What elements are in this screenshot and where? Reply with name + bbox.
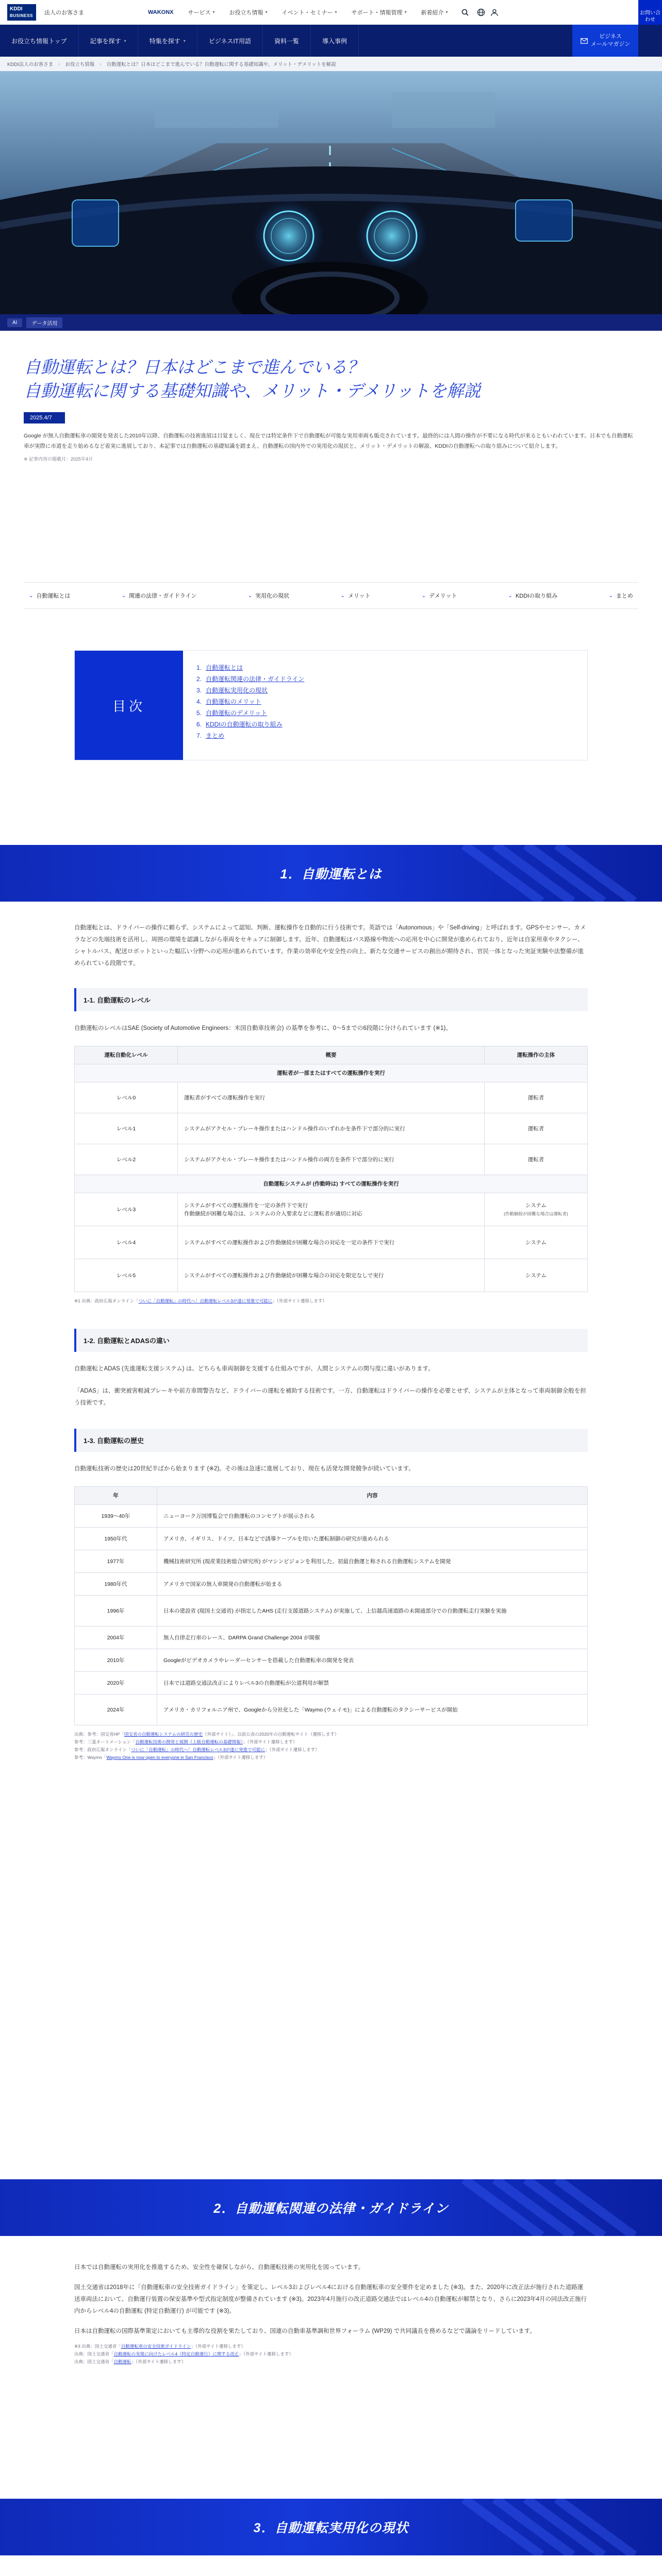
source-line [74,1738,588,1746]
source-suffix: 」（外部サイト遷移します） [264,1747,320,1752]
toc-item [196,685,304,696]
section-2-paragraph-1: 日本では自動運転の実用化を推進するため、安全性を確保しながら、自動運転技術の実用化を図っています。 [74,2264,365,2270]
table-cell-year: 2010年 [75,1649,157,1672]
table-cell-event: アメリカ・カリフォルニア州で、Googleから分社化した「Waymo (ウェイモ)」による自動運転のタクシーサービスが開始 [157,1694,588,1725]
newsletter-label [591,33,631,48]
contact-button[interactable]: お問い合わせ [638,0,662,33]
chevron-down-icon: ⌄ [608,592,613,599]
toc-link[interactable]: 自動運転関連の法律・ガイドライン [206,675,305,683]
section-3-title: 3．自動運転実用化の現状 [253,2521,409,2535]
breadcrumb-current: 自動運転とは？日本はどこまで進んでいる？自動運転に関する基礎知識や、メリット・デメリットを解説 [106,62,336,67]
table-cell-desc: システムがアクセル・ブレーキ操作またはハンドル操作の両方を条件下で部分的に実行 [178,1144,485,1175]
source-prefix: 参考：三菱オートメーション「 [74,1739,136,1744]
toc-number: 2. [196,675,202,683]
toc-number: 5. [196,709,202,717]
actor-label: システム [525,1202,547,1209]
publish-date: 2025.4/7 [24,412,65,423]
subnav-label: お役立ち情報トップ [11,37,67,45]
source-line [74,2358,588,2366]
heading-adas: 1-2. 自動運転とADASの違い [74,1329,588,1352]
mail-icon [581,38,588,44]
table-cell-event: 日本では道路交通法改正によりレベル3の自動運転が公道利用が解禁 [157,1672,588,1694]
anchor-label: KDDIの取り組み [515,593,558,599]
source-suffix: 」（外部サイト遷移します） [131,2359,186,2364]
chevron-down-icon: ⌄ [29,592,34,599]
section-2-content [74,2262,588,2366]
toc-number: 1. [196,664,202,671]
table-row [75,1528,588,1550]
table-row [75,1694,588,1725]
subnav-find-features[interactable] [138,25,197,57]
source-prefix: 出典：国土交通省「 [74,2359,114,2364]
toc-number: 6. [196,721,202,728]
source-link[interactable]: 自動運転の実現に向けたレベル4（特定自動運行）に関する改正 [113,2351,239,2357]
levels-intro: 自動運転のレベルはSAE (Society of Automotive Engineers：米国自動車技術会) の基準を参考に、0〜5までの6段階に分けられています (※1)。 [74,1025,452,1031]
table-row [75,1672,588,1694]
table-cell-level: レベル4 [75,1226,178,1259]
source-suffix: 」（外部サイト遷移します） [272,1298,327,1303]
source-link[interactable]: 国交省の自動運転システムの研究の歴史 [124,1732,203,1737]
source-link[interactable]: ついに「自動運転」の時代へ！自動運転レベル3が遂に発進で可能に [138,1298,273,1303]
table-cell-actor: 運転者 [485,1113,588,1144]
subnav-documents[interactable] [263,25,311,57]
section-2-banner [0,2179,662,2236]
nav-label: お役立ち情報 [229,9,263,16]
table-header: 概要 [178,1046,485,1064]
heading-levels: 1-1. 自動運転のレベル [74,988,588,1011]
chevron-down-icon: ▾ [265,10,268,14]
global-nav [141,8,455,16]
history-table [74,1486,588,1725]
table-group: 自動運転システムが (作動時は) すべての運転操作を実行 [75,1175,588,1193]
newsletter-label-line1: ビジネス [599,33,622,40]
chevron-down-icon: ▾ [335,10,337,14]
table-cell-event: 日本の建設省 (現国土交通省) が指定したAHS (走行支援道路システム) が実施して、上信越高速道路の未開通部分での自動運転走行実験を実施 [157,1596,588,1626]
table-row [75,1259,588,1292]
toc-heading: 目次 [75,651,183,760]
user-icon[interactable] [490,8,499,16]
toc-number: 7. [196,732,202,739]
table-group-row [75,1064,588,1082]
anchor-label: まとめ [616,593,633,599]
nav-label: WAKONX [148,9,174,15]
anchor-law[interactable] [122,591,197,600]
global-nav-support[interactable] [344,8,414,16]
toc-link[interactable]: 自動運転実用化の現状 [206,687,268,694]
page-title-line1: 自動運転とは？日本はどこまで進んでいる？ [24,358,364,377]
anchor-status[interactable] [248,591,289,600]
history-intro: 自動運転技術の歴史は20世紀半ばから始まります (※2)。その後は急速に進展しており、現在も活発な開発競争が続いています。 [74,1466,415,1472]
levels-source [74,1297,588,1305]
global-nav-insights[interactable] [222,8,275,16]
table-header: 運転操作の主体 [485,1046,588,1064]
corporate-customers-link[interactable]: 法人のお客さま [44,9,84,16]
global-nav-wakonx[interactable] [141,8,181,16]
autonomous-car-dashboard-illustration [0,71,662,314]
table-header-row [75,1046,588,1064]
table-row [75,1193,588,1226]
source-prefix: 出典：参考：国交省HP「 [74,1732,124,1737]
source-suffix: 」（外部サイト遷移します） [239,2351,293,2357]
source-line [74,1731,588,1738]
section-1-intro: 自動運転とは、ドライバーの操作に頼らず、システムによって認知、判断、運転操作を自動的に行う技術です。英語では「Autonomous」や「Self-driving」と呼ばれます。GPSやセンサー、カメラなどの先端技術を活用し、周囲の環境を認識しながら車両をセキュアに制御します。近年、自動運転はバス路線や物流への応用を中心に開発が進められており、近年は自家用車やタクシー、シャトルバス、配送ロボットといった幅広い分野への応用が進められています。作業の効率化や安全性の向上、新たな交通サービスの創出が期待され、官民一体となった実証実験や法整備が進められている段階です。 [74,925,586,967]
source-suffix: 」（外部サイト遷移します） [213,1755,268,1760]
table-cell-level: レベル5 [75,1259,178,1292]
source-link[interactable]: 自動運転技術の開発と展開（上級自動運転の基礎情報） [135,1739,243,1744]
actor-note: (作動継続が困難な場合は運転者) [504,1211,568,1216]
source-link[interactable]: Waymo One is now open to everyone in San Francisco [106,1755,213,1760]
table-cell-level: レベル3 [75,1193,178,1226]
toc-item [196,719,304,730]
source-prefix: ※1 出典：政府広報オンライン「 [74,1298,139,1303]
breadcrumb-home[interactable]: KDDI法人のお客さま [7,62,54,67]
anchor-label: メリット [347,593,371,599]
chevron-down-icon: ⌄ [340,592,345,599]
section-1-banner [0,845,662,902]
table-header: 内容 [157,1487,588,1505]
anchor-merits[interactable] [340,591,370,600]
table-cell-event: 機械技術研究所 (現産業技術総合研究所) がマシンビジョンを利用した、初最自動運と称される自動運転システムを開発 [157,1550,588,1573]
table-row [75,1649,588,1672]
toc-number: 3. [196,687,202,694]
toc-link[interactable]: KDDIの自動運転の取り組み [206,721,283,728]
table-cell-level: レベル2 [75,1144,178,1175]
chevron-down-icon: ▾ [212,10,215,14]
globe-icon[interactable] [477,8,485,16]
source-link[interactable]: ついに「自動運転」の時代へ！自動運転レベル3が遂に発進で可能に [131,1747,265,1752]
logo-subtext: BUSINESS [10,13,33,18]
toc-number: 4. [196,698,202,705]
table-cell-actor: システム [485,1259,588,1292]
table-row [75,1550,588,1573]
table-cell-year: 1939〜40年 [75,1505,157,1528]
adas-paragraph-2: 「ADAS」は、衝突被害軽減ブレーキや前方車間警告など、ドライバーの運転を補助する技術です。一方、自動運転はドライバーの操作を必要とせず、システムが主体となって車両制御全般を担う技術です。 [74,1388,586,1406]
tag-data[interactable]: データ活用 [26,317,62,328]
source-prefix: 参考：政府広報オンライン「 [74,1747,131,1752]
nav-label: 新着紹介 [421,9,444,16]
table-row [75,1573,588,1596]
global-nav-services[interactable] [181,8,222,16]
history-sources [74,1731,588,1761]
article-lead: Google が無人自動運転車の開発を発表した2010年以降、自動運転の技術進展は目覚ましく、現在では特定条件下で自動運転が可能な実用車両も販売されています。最終的には人間の操作が不要になる時代が来るともいわれています。日本でも自動運転車が実際に市道を走り始めるなど着実に進展しており、本記事では自動運転の基礎知識を踏まえ、自動運転の国内外での実用化の現状と、メリット・デメリットの解説、KDDIの自動運転への取り組みについて紹介します。 [24,433,633,449]
newsletter-label-line2: メールマガジン [590,41,631,47]
table-cell-event: アメリカで国家の無人車開発の自動運転が始まる [157,1573,588,1596]
chevron-right-icon: › [100,61,102,67]
source-suffix: 」（外部サイト遷移します） [191,2344,245,2349]
subnav-label: 導入事例 [322,37,347,45]
subnav-label: ビジネスIT用語 [208,37,252,45]
nav-label: イベント・セミナー [282,9,333,16]
table-cell-level: レベル1 [75,1113,178,1144]
table-cell-actor: 運転者 [485,1082,588,1113]
table-cell-year: 1980年代 [75,1573,157,1596]
toc-item [196,730,304,741]
nav-label: サポート・情報管理 [351,9,403,16]
table-cell-event: アメリカ、イギリス、ドイツ、日本などで誘導ケーブルを用いた運転制御の研究が進められる [157,1528,588,1550]
toc-link[interactable]: 自動運転のデメリット [206,709,268,717]
subnav-case-studies[interactable] [311,25,359,57]
breadcrumb-insights[interactable]: お役立ち情報 [65,62,95,67]
utility-icons [477,8,499,16]
table-group: 運転者が一部またはすべての運転操作を実行 [75,1064,588,1082]
table-cell-year: 2020年 [75,1672,157,1694]
chevron-down-icon: ⌄ [508,592,512,599]
source-link[interactable]: 自動運転 [113,2359,131,2364]
section-2-paragraph-3: 日本は自動運転の国際基準策定においても主導的な役割を果たしており、国連の自動車基準調和世界フォーラム (WP29) で共同議長を務めるなどで議論をリードしています。 [74,2328,536,2334]
chevron-down-icon: ▾ [445,10,448,14]
chevron-down-icon: ⌄ [247,592,253,599]
section-1-content [74,922,588,1761]
table-cell-actor: 運転者 [485,1144,588,1175]
subnav-insights-top[interactable] [0,25,79,57]
page-title [24,355,638,403]
table-of-contents [74,650,588,760]
table-cell-desc: システムがすべての運転操作および作動継続が困難な場合の対応を限定なしで実行 [178,1259,485,1292]
table-row [75,1226,588,1259]
anchor-label: デメリット [429,593,457,599]
levels-table [74,1046,588,1292]
anchor-label: 関連の法律・ガイドライン [129,593,197,599]
table-group-row [75,1175,588,1193]
chevron-down-icon: ⌄ [121,592,126,599]
article-header [24,355,638,462]
table-cell-year: 1950年代 [75,1528,157,1550]
section-2-title: 2．自動運転関連の法律・ガイドライン [213,2201,449,2216]
table-row [75,1596,588,1626]
section-3-banner [0,2499,662,2555]
table-header: 年 [75,1487,157,1505]
toc-item [196,696,304,707]
table-cell-year: 1996年 [75,1596,157,1626]
table-header-row [75,1487,588,1505]
chevron-down-icon: ▾ [124,38,126,43]
toc-link[interactable]: 自動運転とは [206,664,243,671]
chevron-down-icon: ⌄ [421,592,426,599]
table-cell-desc: システムがアクセル・ブレーキ操作またはハンドル操作のいずれかを条件下で部分的に実行 [178,1113,485,1144]
article-tags [0,314,662,331]
search-icon [461,9,469,16]
source-line [74,1746,588,1754]
table-row [75,1113,588,1144]
table-cell-actor [485,1193,588,1226]
table-cell-actor: システム [485,1226,588,1259]
table-row [75,1144,588,1175]
adas-paragraph-1: 自動運転とADAS (先進運転支援システム) は、どちらも車両制御を支援する仕組みですが、人間とシステムの関与度に違いがあります。 [74,1366,434,1372]
source-suffix: 」（外部サイト遷移します） [242,1739,297,1744]
subnav-find-articles[interactable] [79,25,138,57]
global-nav-news[interactable] [414,8,455,16]
anchor-demerits[interactable] [422,591,457,600]
section-nav-bar [0,25,662,57]
table-cell-year: 2024年 [75,1694,157,1725]
logo-text: KDDI [10,6,23,12]
anchor-label: 自動運転とは [36,593,71,599]
source-prefix: 参考：Waymo「 [74,1755,107,1760]
top-utility-bar [0,0,662,25]
table-row [75,1626,588,1649]
toc-item [196,662,304,673]
table-cell-desc: 運転者がすべての運転操作を実行 [178,1082,485,1113]
table-cell-level: レベル0 [75,1082,178,1113]
source-prefix: ※3 出典：国土交通省「 [74,2344,121,2349]
table-cell-desc: システムがすべての運転操作を一定の条件下で実行 作動継続が困難な場合は、システムの介入要求などに運転者が適切に対応 [178,1193,485,1226]
nav-label: サービス [188,9,211,16]
anchor-nav [24,582,638,609]
subnav-label: 資料一覧 [274,37,300,45]
source-line [74,2343,588,2350]
subnav-label: 記事を探す [90,37,121,45]
anchor-label: 実用化の現状 [255,593,290,599]
chevron-down-icon: ▾ [183,38,186,43]
toc-link[interactable]: まとめ [206,732,225,739]
newsletter-button[interactable] [572,25,638,57]
anchor-summary[interactable] [609,591,633,600]
anchor-about[interactable] [29,591,70,600]
subnav-label: 特集を探す [149,37,180,45]
article-note: ※ 記事内容の掲載月：2025年4月 [24,456,93,462]
source-link[interactable]: 自動運転車の安全技術ガイドライン [121,2344,191,2349]
table-header: 運転自動化レベル [75,1046,178,1064]
section-1-title: 1．自動運転とは [280,867,382,882]
table-cell-event: ニューヨーク万国博覧会で自動運転のコンセプトが展示される [157,1505,588,1528]
hero-image [0,71,662,314]
source-prefix: 出典：国土交通省「 [74,2351,114,2357]
table-cell-year: 2004年 [75,1626,157,1649]
global-nav-events[interactable] [275,8,344,16]
breadcrumb [0,57,662,71]
heading-history: 1-3. 自動運転の歴史 [74,1429,588,1452]
toc-item [196,673,304,685]
subnav-glossary[interactable] [197,25,263,57]
source-line [74,2350,588,2358]
page-title-line2: 自動運転に関する基礎知識や、メリット・デメリットを解説 [24,381,481,400]
search-button[interactable] [458,6,472,19]
table-cell-event: 無人自律走行車のレース、DARPA Grand Challenge 2004 が開催 [157,1626,588,1649]
source-suffix: （外部サイト）」、以前公表の2020年の自動運転サイト（遷移します） [202,1732,339,1737]
table-row [75,1505,588,1528]
chevron-down-icon: ▾ [404,10,407,14]
toc-list [183,651,318,760]
tag-ai[interactable]: AI [7,318,22,327]
chevron-right-icon: › [58,61,60,67]
toc-item [196,707,304,719]
table-row [75,1082,588,1113]
anchor-kddi[interactable] [508,591,558,600]
kddi-business-logo[interactable] [7,4,36,21]
source-line [74,1754,588,1761]
table-cell-year: 1977年 [75,1550,157,1573]
toc-link[interactable]: 自動運転のメリット [206,698,261,705]
section-2-paragraph-2: 国土交通省は2018年に「自動運転車の安全技術ガイドライン」を策定し、レベル3およびレベル4における自動運転車の安全要件を定めました (※3)。また、2020年に改正法が施行された道路運送車両法において、自動運行装置の保安基準や型式指定制度が整備されています (※3)。2023年4月施行の改正道路交通法ではレベル4の自動運転が解禁となり、さらに2023年4月の同法改正施行内からレベル4の自動運転 (特定自動運行) が可能です (※3)。 [74,2284,587,2314]
table-cell-event: Googleがビデオカメラやレーダーセンサーを搭載した自動運転車の開発を発表 [157,1649,588,1672]
table-cell-desc: システムがすべての運転操作および作動継続が困難な場合の対応を一定の条件下で実行 [178,1226,485,1259]
